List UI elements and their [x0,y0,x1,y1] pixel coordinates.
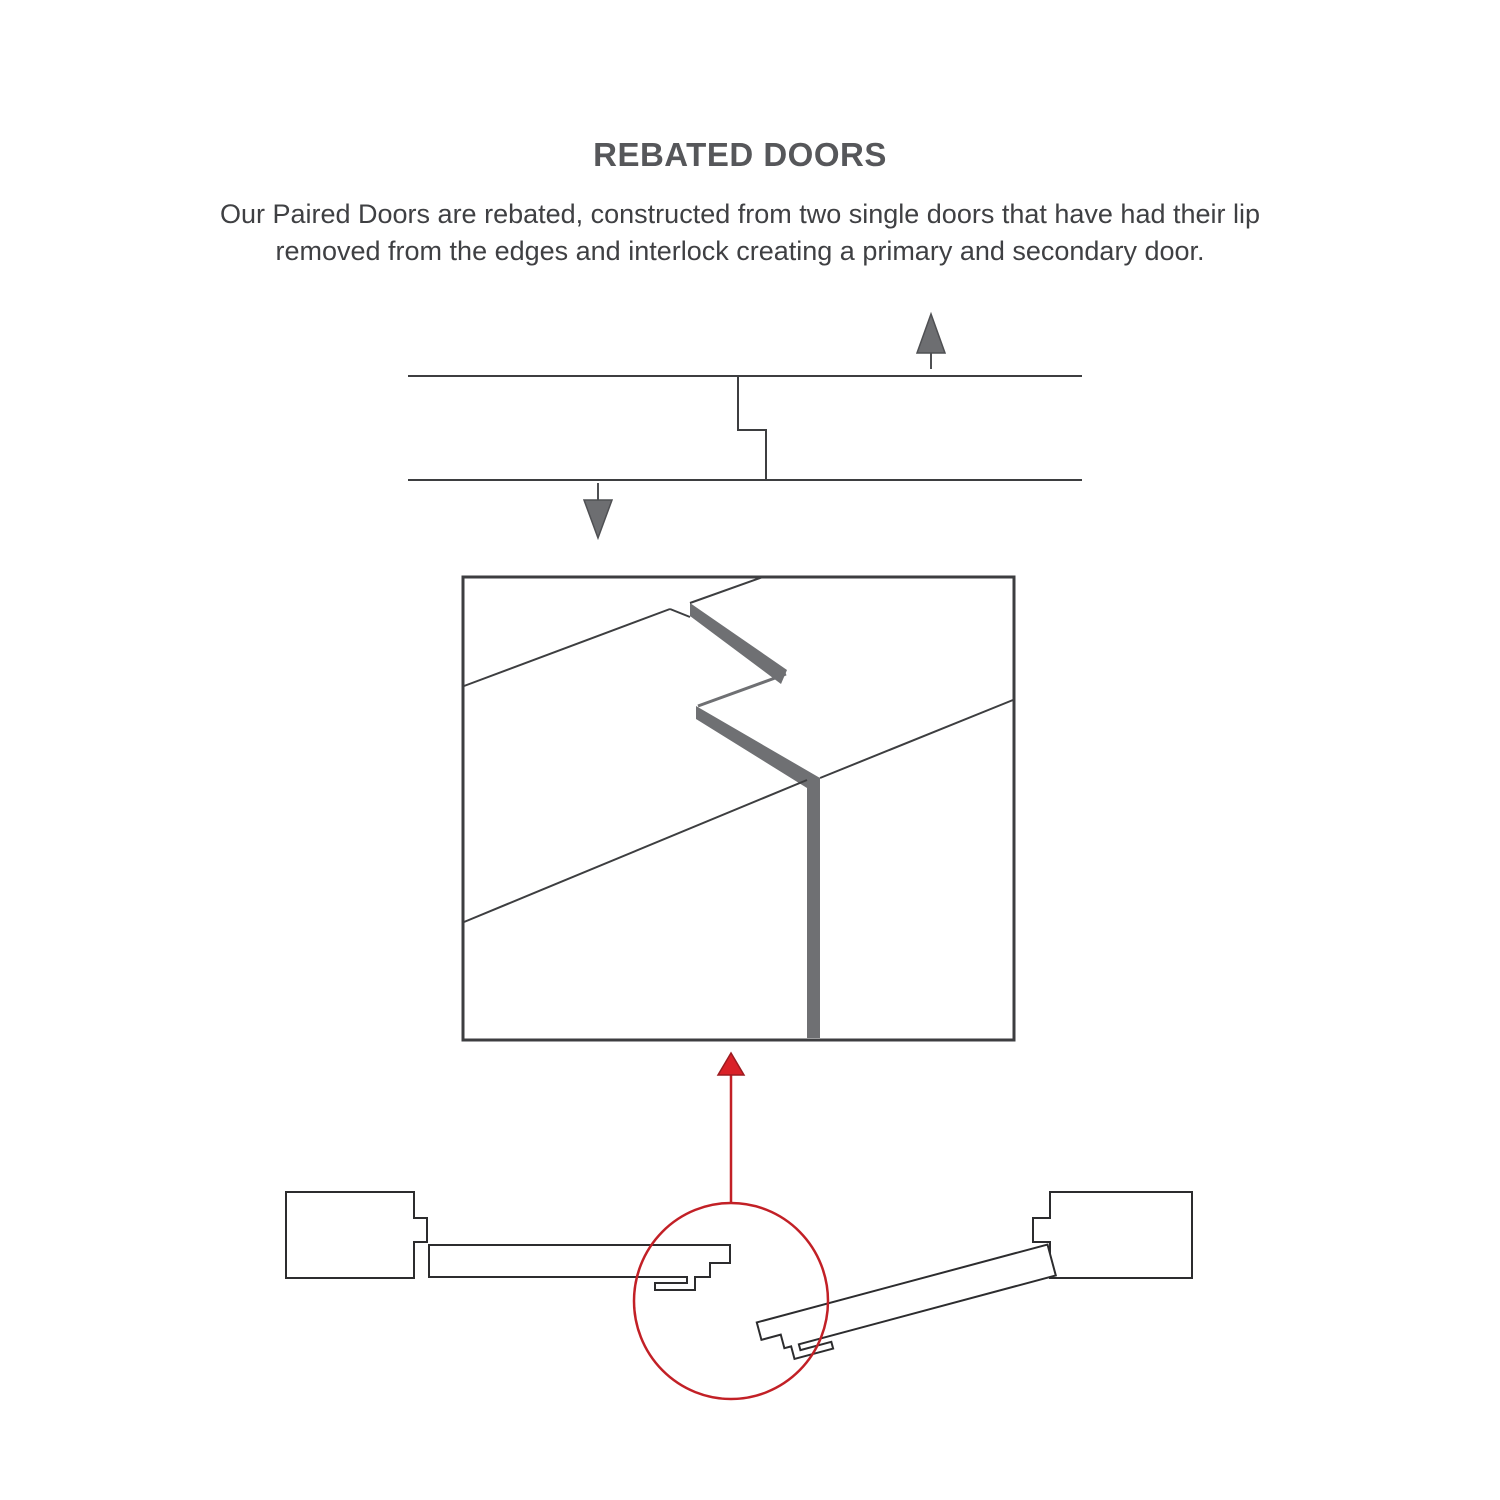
down-arrow-icon [584,483,612,538]
isometric-detail-box [463,577,1014,1040]
up-arrow-icon [917,314,945,369]
left-jamb [286,1192,427,1278]
cross-section-diagram [286,1192,1192,1366]
description-text: Our Paired Doors are rebated, constructed from two single doors that have had their lip removed from the edges and interlock creating a primary and secondary door. [219,199,1261,266]
right-jamb [1033,1192,1192,1278]
red-arrow-icon [718,1053,744,1075]
plan-view-diagram [408,314,1082,538]
right-door-slab [757,1245,1059,1366]
page-title: REBATED DOORS [593,136,887,173]
plan-rebate-step [738,376,766,480]
detail-circle-icon [634,1203,828,1399]
left-door-slab [429,1245,730,1290]
